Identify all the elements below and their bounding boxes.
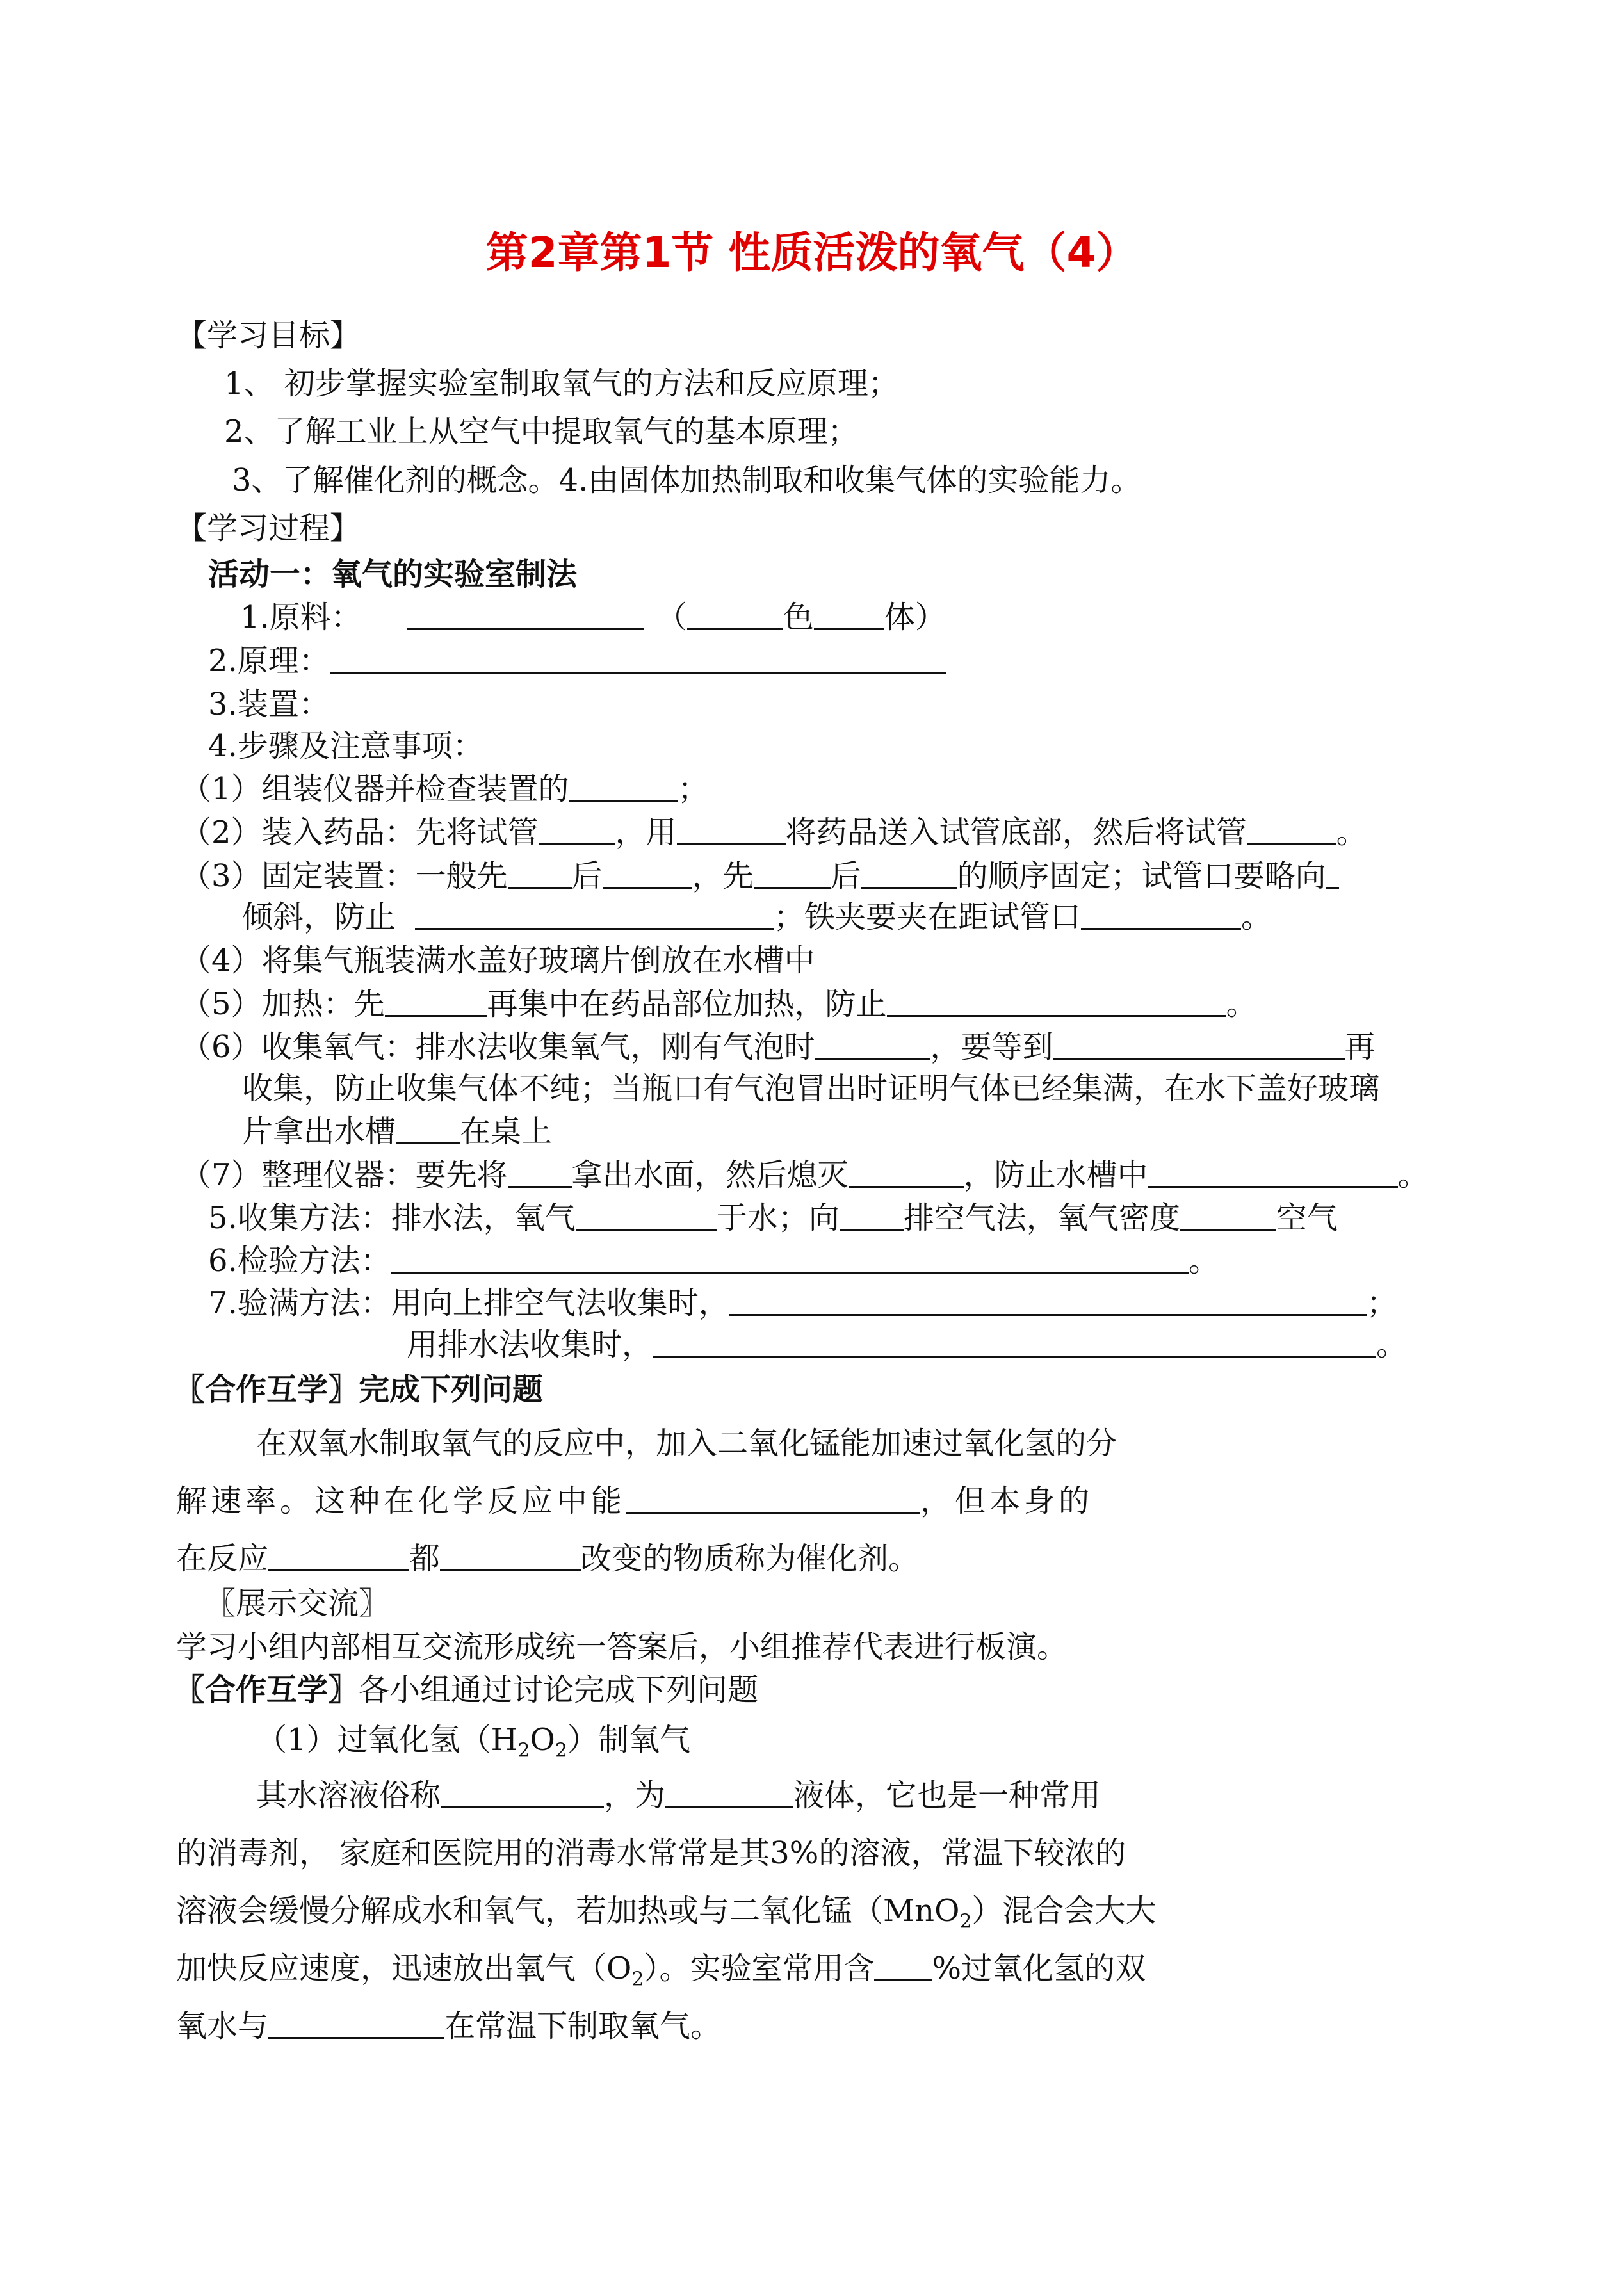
h2o2-para-4: 加快反应速度，迅速放出氧气$(O_2)$。实验室常用含 %过氧化氢的双 xyxy=(176,1950,1146,1991)
step-5: （5）加热：先 再集中在药品部位加热，防止 。 xyxy=(181,986,1257,1022)
step6-blank-3[interactable] xyxy=(396,1113,460,1144)
step-2: （2）装入药品：先将试管 ，用 将药品送入试管底部，然后将试管 。 xyxy=(181,815,1367,850)
coop1-line-2: 解速率。这种在化学反应中能 ，但本身的 xyxy=(176,1483,1094,1519)
collect-method: 5.收集方法：排水法，氧气 于水；向 排空气法，氧气密度 空气 xyxy=(208,1200,1338,1236)
h2o2-blank-4[interactable] xyxy=(268,2007,444,2039)
collect-blank-2[interactable] xyxy=(840,1199,904,1231)
coop1-header: 〖合作互学〗完成下列问题 xyxy=(174,1372,544,1407)
full-blank-1[interactable] xyxy=(729,1285,1367,1316)
h2o2-blank-2[interactable] xyxy=(665,1777,793,1808)
step6-blank-2[interactable] xyxy=(1053,1028,1345,1060)
goal-3: 3、了解催化剂的概念。4.由固体加热制取和收集气体的实验能力。 xyxy=(232,462,1142,498)
h2o2-subtitle: （1）过氧化氢$(H_2O_2)$制氧气 xyxy=(256,1722,690,1762)
goal-2: 2、了解工业上从空气中提取氧气的基本原理； xyxy=(224,414,859,450)
principle-blank[interactable] xyxy=(330,642,946,674)
step-4: （4）将集气瓶装满水盖好玻璃片倒放在水槽中 xyxy=(181,943,815,978)
step3-blank-2[interactable] xyxy=(603,857,692,889)
material-line: 1.原料： （ 色 体） xyxy=(240,599,946,635)
activity1-title: 活动一：氧气的实验室制法 xyxy=(208,556,578,592)
material-label: 1.原料： xyxy=(240,599,362,635)
show-text: 学习小组内部相互交流形成统一答案后，小组推荐代表进行板演。 xyxy=(176,1629,1068,1665)
full-method-2: 用排水法收集时， 。 xyxy=(407,1327,1408,1363)
collect-blank-1[interactable] xyxy=(576,1199,717,1231)
step5-blank-1[interactable] xyxy=(385,985,487,1017)
step2-blank-3[interactable] xyxy=(1247,814,1336,845)
coop1-blank-1[interactable] xyxy=(626,1482,920,1514)
h2o2-blank-1[interactable] xyxy=(441,1777,604,1808)
test-method: 6.检验方法： 。 xyxy=(208,1243,1219,1279)
step6-blank-1[interactable] xyxy=(815,1028,930,1060)
apparatus-line: 3.装置： xyxy=(208,686,330,722)
step3-blank-1[interactable] xyxy=(508,857,572,889)
h2o2-para-3: 溶液会缓慢分解成水和氧气，若加热或与二氧化锰（MnO$_2$）混合会大大 xyxy=(176,1893,1157,1933)
process-header: 【学习过程】 xyxy=(176,510,361,546)
material-blank[interactable] xyxy=(407,599,644,630)
h2o2-blank-3[interactable] xyxy=(874,1950,932,1981)
step-6: （6）收集氧气：排水法收集氧气，刚有气泡时 ，要等到 再 xyxy=(181,1029,1376,1065)
step2-blank-2[interactable] xyxy=(677,814,786,845)
coop1-blank-2[interactable] xyxy=(268,1540,409,1571)
step3-blank-4[interactable] xyxy=(861,857,957,889)
full-method-1: 7.验满方法：用向上排空气法收集时， ； xyxy=(208,1285,1397,1321)
steps-header: 4.步骤及注意事项： xyxy=(208,728,483,764)
state-blank[interactable] xyxy=(814,599,884,630)
step7-blank-1[interactable] xyxy=(508,1156,572,1188)
coop2-header-line: 〖合作互学〗各小组通过讨论完成下列问题 xyxy=(174,1672,759,1708)
step5-blank-2[interactable] xyxy=(887,985,1226,1017)
coop1-blank-3[interactable] xyxy=(440,1540,581,1571)
step-6-end: 片拿出水槽 在桌上 xyxy=(242,1114,553,1149)
h2o2-para-2: 的消毒剂， 家庭和医院用的消毒水常常是其3%的溶液，常温下较浓的 xyxy=(176,1835,1126,1871)
coop1-line-1: 在双氧水制取氧气的反应中，加入二氧化锰能加速过氧化氢的分 xyxy=(256,1425,1117,1461)
test-blank[interactable] xyxy=(391,1242,1189,1274)
goal-1: 1、 初步掌握实验室制取氧气的方法和反应原理； xyxy=(224,366,899,401)
step-3-cont: 倾斜，防止 ；铁夹要夹在距试管口 。 xyxy=(242,899,1272,935)
color-blank[interactable] xyxy=(687,599,783,630)
step3-blank-5[interactable] xyxy=(1326,857,1339,889)
step7-blank-2[interactable] xyxy=(849,1156,964,1188)
coop1-line-3: 在反应 都 改变的物质称为催化剂。 xyxy=(176,1541,920,1577)
collect-blank-3[interactable] xyxy=(1180,1199,1276,1231)
full-blank-2[interactable] xyxy=(653,1326,1376,1358)
step-1: （1）组装仪器并检查装置的 ； xyxy=(181,771,709,807)
step-6-cont: 收集，防止收集气体不纯；当瓶口有气泡冒出时证明气体已经集满，在水下盖好玻璃 xyxy=(242,1071,1380,1107)
step1-blank[interactable] xyxy=(569,770,678,802)
step7-blank-3[interactable] xyxy=(1148,1156,1398,1188)
goals-header: 【学习目标】 xyxy=(176,318,361,353)
page-title: 第2章第1节 性质活泼的氧气（4） xyxy=(485,228,1139,277)
step3-blank-3[interactable] xyxy=(754,857,831,889)
h2o2-para-1: 其水溶液俗称 ，为 液体，它也是一种常用 xyxy=(256,1778,1101,1813)
step-7: （7）整理仪器：要先将 拿出水面，然后熄灭 ，防止水槽中 。 xyxy=(181,1157,1429,1193)
show-header: 〖展示交流〗 xyxy=(205,1585,390,1621)
step3-blank-6[interactable] xyxy=(415,898,774,930)
principle-line: 2.原理： xyxy=(208,640,946,681)
coop2-header: 〖合作互学〗 xyxy=(174,1672,359,1708)
h2o2-para-5: 氧水与 在常温下制取氧气。 xyxy=(176,2008,722,2044)
step3-blank-7[interactable] xyxy=(1081,898,1241,930)
step2-blank-1[interactable] xyxy=(539,814,615,845)
step-3: （3）固定装置：一般先 后 ，先 后 的顺序固定；试管口要略向 xyxy=(181,856,1339,896)
